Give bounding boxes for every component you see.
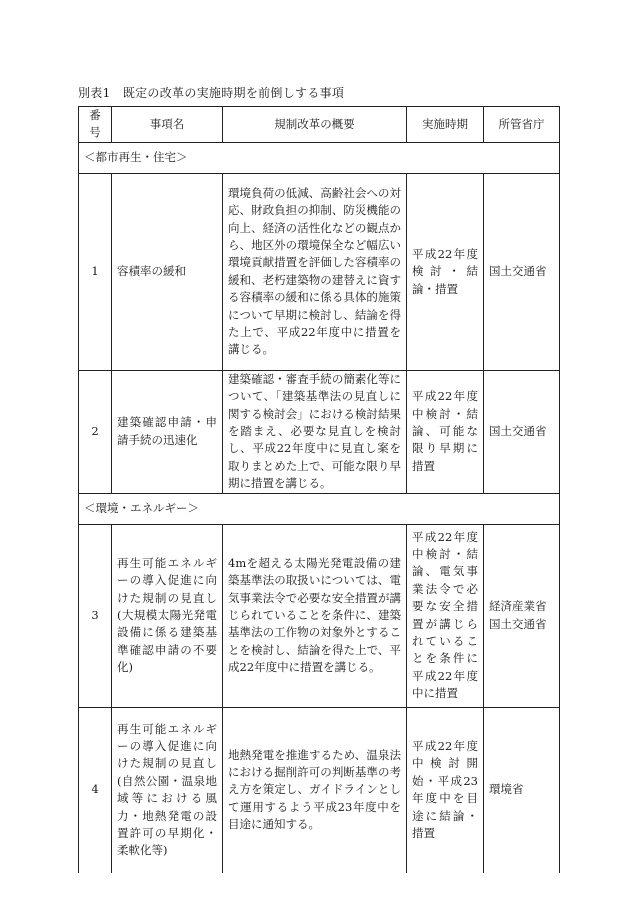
table-row bbox=[79, 524, 560, 707]
row-timing: 平成22年度中検討開始・平成23年度中を目途に結論・措置 bbox=[407, 707, 484, 873]
row-item-name: 容積率の緩和 bbox=[112, 173, 223, 370]
row-number: 2 bbox=[79, 370, 112, 493]
header-timing: 実施時期 bbox=[407, 107, 484, 143]
row-ministry: 国土交通省 bbox=[484, 370, 560, 493]
table-header-row bbox=[79, 107, 560, 143]
table-row bbox=[79, 707, 560, 873]
row-item-name: 再生可能エネルギーの導入促進に向けた規制の見直し(大規模太陽光発電設備に係る建築基準確認申請の不要化) bbox=[112, 524, 223, 707]
row-number: 1 bbox=[79, 173, 112, 370]
section-label: ＜環境・エネルギー＞ bbox=[79, 493, 560, 524]
row-item-name: 再生可能エネルギーの導入促進に向けた規制の見直し(自然公園・温泉地域等における風力・地熱発電の設置許可の早期化・柔軟化等) bbox=[112, 707, 223, 873]
row-ministry: 環境省 bbox=[484, 707, 560, 873]
row-number: 3 bbox=[79, 524, 112, 707]
row-overview: 地熱発電を推進するため、温泉法における掘削許可の判断基準の考え方を策定し、ガイドラインとして運用するよう平成23年度中を目途に通知する。 bbox=[223, 707, 407, 873]
table-row bbox=[79, 370, 560, 493]
row-overview: 4mを超える太陽光発電設備の建築基準法の取扱いについては、電気事業法令で必要な安全措置が講じられていることを条件に、建築基準法の工作物の対象外とすることを検討し、結論を得た上で、平成22年度中に措置を講じる。 bbox=[223, 524, 407, 707]
header-number: 番号 bbox=[79, 107, 112, 143]
page-title: 別表1 既定の改革の実施時期を前倒しする事項 bbox=[78, 86, 345, 100]
reform-table bbox=[78, 106, 560, 873]
row-item-name: 建築確認申請・申請手続の迅速化 bbox=[112, 370, 223, 493]
row-ministry: 経済産業省 国土交通省 bbox=[484, 524, 560, 707]
header-overview: 規制改革の概要 bbox=[223, 107, 407, 143]
header-item: 事項名 bbox=[112, 107, 223, 143]
row-overview: 建築確認・審査手続の簡素化等について、「建築基準法の見直しに関する検討会」における検討結果を踏まえ、必要な見直しを検討し、平成22年度中に見直し案を取りまとめた上で、可能な限り早期に措置を講じる。 bbox=[223, 370, 407, 493]
table-row bbox=[79, 173, 560, 370]
row-timing: 平成22年度検討・結論・措置 bbox=[407, 173, 484, 370]
row-number: 4 bbox=[79, 707, 112, 873]
section-row-environment bbox=[79, 493, 560, 524]
row-ministry: 国土交通省 bbox=[484, 173, 560, 370]
row-overview: 環境負荷の低減、高齢社会への対応、財政負担の抑制、防災機能の向上、経済の活性化などの観点から、地区外の環境保全など幅広い環境貢献措置を評価した容積率の緩和、老朽建築物の建替えに資する容積率の緩和に係る具体的施策について早期に検討し、結論を得た上で、平成22年度中に措置を講じる。 bbox=[223, 173, 407, 370]
row-timing: 平成22年度中検討・結論、電気事業法令で必要な安全措置が講じられていることを条件に平成22年度中に措置 bbox=[407, 524, 484, 707]
row-timing: 平成22年度中検討・結論、可能な限り早期に措置 bbox=[407, 370, 484, 493]
section-label: ＜都市再生・住宅＞ bbox=[79, 142, 560, 173]
header-ministry: 所管省庁 bbox=[484, 107, 560, 143]
section-row-urban bbox=[79, 142, 560, 173]
